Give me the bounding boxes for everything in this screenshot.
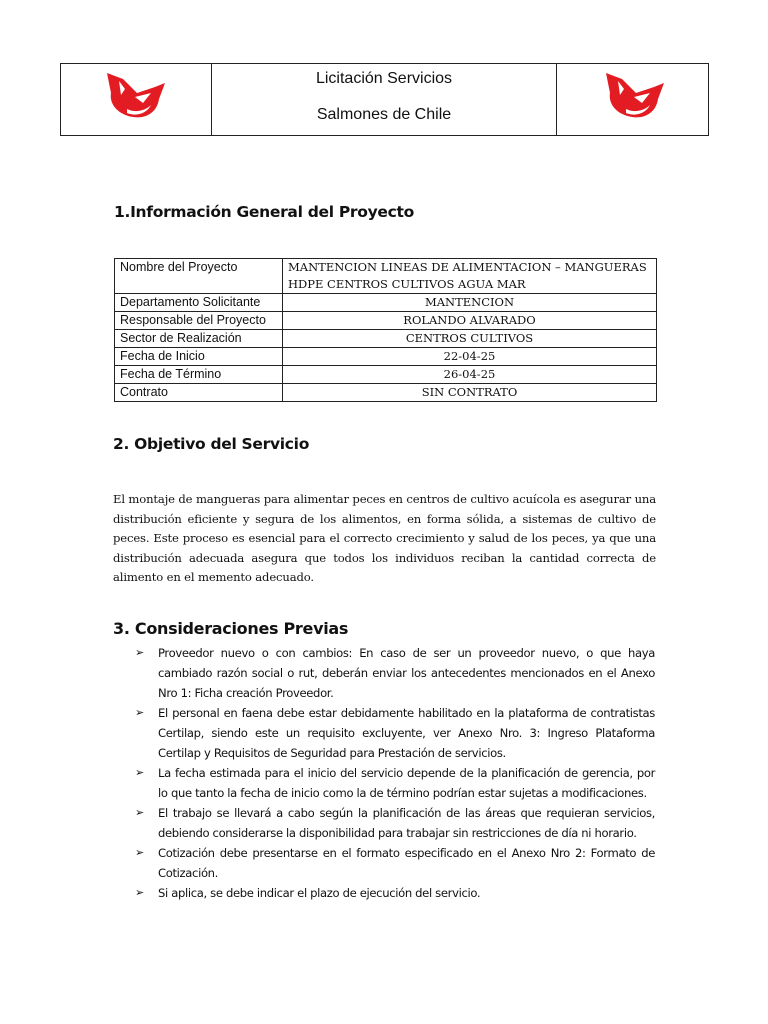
list-item [114, 843, 655, 883]
logo-cell-right [556, 64, 708, 135]
row-value: ROLANDO ALVARADO [283, 312, 657, 330]
table-row [115, 312, 657, 330]
arrow-bullet-icon: ➢ [135, 806, 144, 819]
table-row [115, 259, 657, 294]
list-item [114, 643, 655, 703]
row-label: Contrato [115, 384, 283, 402]
company-name: Salmones de Chile [316, 106, 452, 123]
section-1-heading: 1.Información General del Proyecto [114, 203, 414, 221]
table-row [115, 384, 657, 402]
arrow-bullet-icon: ➢ [135, 646, 144, 659]
row-label: Sector de Realización [115, 330, 283, 348]
row-value: MANTENCION [283, 294, 657, 312]
considerations-list [114, 643, 655, 903]
list-item-text: Si aplica, se debe indicar el plazo de ejecución del servicio. [158, 886, 481, 900]
row-value: 26-04-25 [283, 366, 657, 384]
list-item [114, 883, 655, 903]
table-row [115, 366, 657, 384]
row-label: Departamento Solicitante [115, 294, 283, 312]
row-label: Fecha de Inicio [115, 348, 283, 366]
list-item-text: El personal en faena debe estar debidamente habilitado en la plataforma de contratistas Certilap, siendo este un requisito excluyente, ver Anexo Nro. 3: Ingreso Plataforma Certilap y Requisitos de Seguridad para Prestación de servicios. [158, 706, 655, 760]
objective-paragraph: El montaje de mangueras para alimentar peces en centros de cultivo acuícola es asegurar una distribución eficiente y segura de los alimentos, en forma sólida, a sistemas de cultivo de peces. Este proceso es esencial para el correcto crecimiento y salud de los peces, ya que una distribución adecuada asegura que todos los individuos reciban la cantidad correcta de alimento en el memento adecuado. [113, 492, 656, 584]
row-value: CENTROS CULTIVOS [283, 330, 657, 348]
row-label: Fecha de Término [115, 366, 283, 384]
document-title: Licitación Servicios [315, 70, 453, 87]
row-label: Nombre del Proyecto [115, 259, 283, 294]
arrow-bullet-icon: ➢ [135, 886, 144, 899]
row-label: Responsable del Proyecto [115, 312, 283, 330]
salmon-logo-icon [600, 69, 670, 125]
list-item [114, 763, 655, 803]
table-row [115, 348, 657, 366]
table-row [115, 330, 657, 348]
title-cell [212, 64, 556, 135]
row-value: 22-04-25 [283, 348, 657, 366]
salmon-logo-icon [101, 69, 171, 125]
arrow-bullet-icon: ➢ [135, 846, 144, 859]
list-item [114, 803, 655, 843]
arrow-bullet-icon: ➢ [135, 766, 144, 779]
list-item [114, 703, 655, 763]
document-header [60, 63, 709, 136]
row-value: SIN CONTRATO [283, 384, 657, 402]
project-info-table [114, 258, 657, 402]
table-row [115, 294, 657, 312]
list-item-text: Proveedor nuevo o con cambios: En caso de ser un proveedor nuevo, o que haya cambiado razón social o rut, deberán enviar los antecedentes mencionados en el Anexo Nro 1: Ficha creación Proveedor. [158, 646, 655, 700]
row-value: MANTENCION LINEAS DE ALIMENTACION – MANGUERAS HDPE CENTROS CULTIVOS AGUA MAR [283, 259, 657, 294]
arrow-bullet-icon: ➢ [135, 706, 144, 719]
section-3-heading: 3. Consideraciones Previas [113, 619, 349, 638]
list-item-text: El trabajo se llevará a cabo según la planificación de las áreas que requieran servicios, debiendo considerarse la disponibilidad para trabajar sin restricciones de día ni horario. [158, 806, 655, 840]
section-2-heading: 2. Objetivo del Servicio [113, 435, 310, 453]
list-item-text: La fecha estimada para el inicio del servicio depende de la planificación de gerencia, por lo que tanto la fecha de inicio como la de término podrían estar sujetas a modificaciones. [158, 766, 655, 800]
list-item-text: Cotización debe presentarse en el formato especificado en el Anexo Nro 2: Formato de Cotización. [158, 846, 655, 880]
logo-cell-left [61, 64, 212, 135]
